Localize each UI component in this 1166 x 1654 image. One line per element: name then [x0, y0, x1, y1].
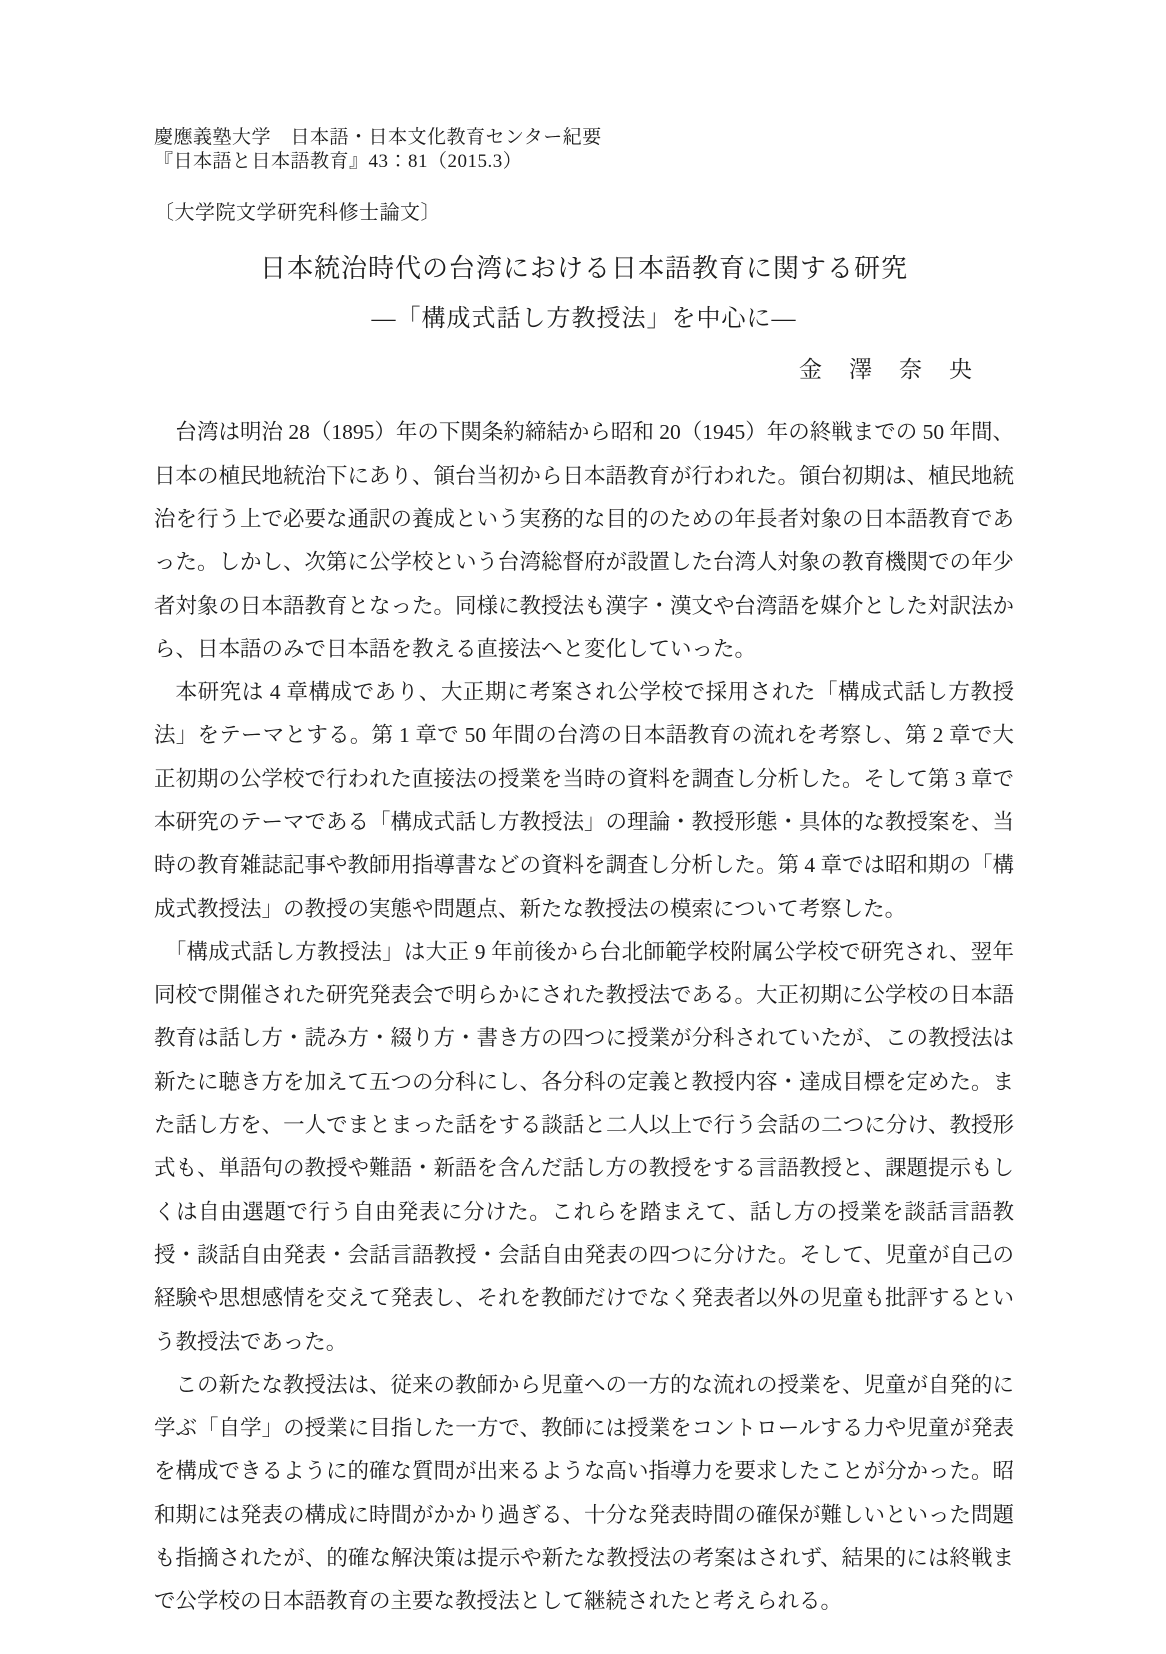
abstract-paragraph-2: 本研究は 4 章構成であり、大正期に考案され公学校で採用された「構成式話し方教授法」をテーマとする。第 1 章で 50 年間の台湾の日本語教育の流れを考察し、第 2 章で大正初期の公学校で行われた直接法の授業を当時の資料を調査し分析した。そして第 3 章で本研究のテーマである「構成式話し方教授法」の理論・教授形態・具体的な教授案を、当時の教育雑誌記事や教師用指導書などの資料を調査し分析した。第 4 章では昭和期の「構成式教授法」の教授の実態や問題点、新たな教授法の模索について考察した。 [154, 680, 1015, 921]
paper-title: 日本統治時代の台湾における日本語教育に関する研究 [259, 254, 908, 283]
abstract-body [154, 411, 1014, 1623]
journal-header [154, 126, 1014, 174]
journal-bulletin-name: 慶應義塾大学 日本語・日本文化教育センター紀要 [154, 127, 602, 148]
thesis-type-label: 〔大学院文学研究科修士論文〕 [154, 202, 441, 224]
abstract-paragraph-4: この新たな教授法は、従来の教師から児童への一方的な流れの授業を、児童が自発的に学ぶ「自学」の授業に目指した一方で、教師には授業をコントロールする力や児童が発表を構成できるように的確な質問が出来るような高い指導力を要求したことが分かった。昭和期には発表の構成に時間がかかり過ぎる、十分な発表時間の確保が難しいといった問題も指摘されたが、的確な解決策は提示や新たな教授法の考案はされず、結果的には終戦まで公学校の日本語教育の主要な教授法として継続されたと考えられる。 [154, 1372, 1015, 1614]
author-name: 金 澤 奈 央 [799, 357, 974, 383]
paper-subtitle: ―「構成式話し方教授法」を中心に― [371, 306, 797, 333]
abstract-paragraph-3: 「構成式話し方教授法」は大正 9 年前後から台北師範学校附属公学校で研究され、翌年同校で開催された研究発表会で明らかにされた教授法である。大正初期に公学校の日本語教育は話し方・読み方・綴り方・書き方の四つに授業が分科されていたが、この教授法は新たに聴き方を加えて五つの分科にし、各分科の定義と教授内容・達成目標を定めた。また話し方を、一人でまとまった話をする談話と二人以上で行う会話の二つに分け、教授形式も、単語句の教授や難語・新語を含んだ話し方の教授をする言語教授と、課題提示もしくは自由選題で行う自由発表に分けた。これらを踏まえて、話し方の授業を談話言語教授・談話自由発表・会話言語教授・会話自由発表の四つに分けた。そして、児童が自己の経験や思想感情を交えて発表し、それを教師だけでなく発表者以外の児童も批評するという教授法であった。 [154, 939, 1015, 1354]
abstract-paragraph-1: 台湾は明治 28（1895）年の下関条約締結から昭和 20（1945）年の終戦までの 50 年間、日本の植民地統治下にあり、領台当初から日本語教育が行われた。領台初期は、植民地統治を行う上で必要な通訳の養成という実務的な目的のための年長者対象の日本語教育であった。しかし、次第に公学校という台湾総督府が設置した台湾人対象の教育機関での年少者対象の日本語教育となった。同様に教授法も漢字・漢文や台湾語を媒介とした対訳法から、日本語のみで日本語を教える直接法へと変化していった。 [154, 420, 1015, 661]
journal-issue-info: 『日本語と日本語教育』43：81（2015.3） [154, 151, 523, 172]
